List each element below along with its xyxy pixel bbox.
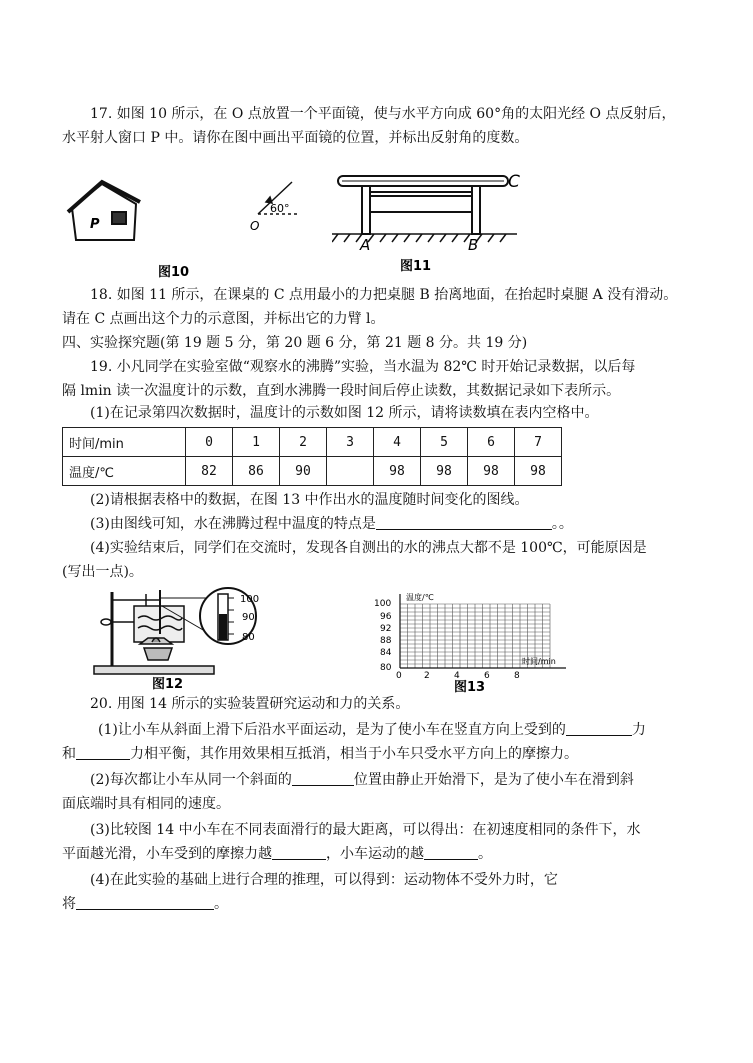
table-cell: 3: [327, 428, 374, 457]
graph-ylabel: 温度/℃: [406, 593, 434, 602]
q19-sub4-line2: (写出一点)。: [62, 564, 143, 580]
q19-sub3: [62, 512, 692, 536]
answer-blank[interactable]: [272, 845, 326, 860]
y-tick-label: 92: [380, 624, 392, 634]
y-tick-label: 80: [380, 663, 392, 673]
figure-13: [370, 590, 580, 694]
q20-s2b: 位置由静止开始滑下，是为了使小车在滑到斜: [353, 772, 634, 788]
q19-sub3-text: (3)由图线可知，水在沸腾过程中温度的特点是: [90, 516, 376, 532]
figure-10: [62, 170, 342, 282]
figure-11: [332, 166, 542, 280]
answer-blank[interactable]: [292, 771, 354, 786]
q19-sub3-end: 。。: [551, 516, 573, 532]
x-tick-label: 6: [484, 671, 490, 681]
q19-line2: 隔 lmin 读一次温度计的示数，直到水沸腾一段时间后停止读数，其数据记录如下表所示。: [62, 383, 621, 399]
x-tick-label: 2: [424, 671, 430, 681]
q20-s3c: ，小车运动的越: [326, 846, 424, 862]
q20-s4b: 将: [62, 896, 76, 912]
table-cell: 5: [421, 428, 468, 457]
answer-blank[interactable]: [76, 895, 214, 910]
q20-s3-line2: [62, 842, 692, 866]
x-tick-label: 4: [454, 671, 460, 681]
q18-line2: 请在 C 点画出这个力的示意图，并标出它的力臂 l。: [62, 311, 385, 327]
q20-s2-line2: 面底端时具有相同的速度。: [62, 796, 230, 812]
table-cell: 98: [515, 457, 562, 486]
q20-s1-line1: [62, 718, 692, 742]
table-cell-blank[interactable]: [327, 457, 374, 486]
q20-s2a: (2)每次都让小车从同一个斜面的: [90, 772, 292, 788]
q20-s1d: 力相平衡，其作用效果相互抵消，相当于小车只受水平方向上的摩擦力。: [130, 746, 578, 762]
table-cell: 6: [468, 428, 515, 457]
q20-s4-line2: [62, 892, 692, 916]
therm-label-100: 100: [240, 594, 260, 605]
therm-label-90: 90: [242, 612, 255, 623]
y-tick-label: 100: [374, 599, 392, 609]
label-b: B: [468, 236, 479, 254]
table-cell: 0: [186, 428, 233, 457]
section-4-heading: 四、实验探究题(第 19 题 5 分，第 20 题 6 分，第 21 题 8 分。共 19 分): [62, 335, 528, 351]
table-cell: 1: [233, 428, 280, 457]
table-cell: 2: [280, 428, 327, 457]
table-cell: 4: [374, 428, 421, 457]
table-cell: 90: [280, 457, 327, 486]
q19-sub1: (1)在记录第四次数据时，温度计的示数如图 12 所示，请将读数填在表内空格中。: [90, 405, 599, 421]
table-cell: 98: [468, 457, 515, 486]
q20-s1-line2: [62, 742, 692, 766]
table-cell: 98: [421, 457, 468, 486]
fig10-caption: 图10: [158, 265, 190, 280]
answer-blank[interactable]: [424, 845, 478, 860]
house-label-p: P: [90, 217, 100, 232]
x-tick-label: 8: [514, 671, 520, 681]
q17-line1: 17. 如图 10 所示，在 O 点放置一个平面镜，使与水平方向成 60°角的太阳光经 O 点反射后，: [90, 106, 676, 122]
figure-12: [90, 584, 280, 692]
data-table: [62, 427, 562, 486]
fig13-caption: 图13: [454, 680, 486, 694]
q19-sub4-line1: (4)实验结束后，同学们在交流时，发现各自测出的水的沸点大都不是 100℃，可能原因是: [90, 540, 647, 556]
table-cell: 82: [186, 457, 233, 486]
fig12-caption: 图12: [152, 677, 184, 692]
table-cell: 86: [233, 457, 280, 486]
angle-label: 60°: [270, 202, 290, 215]
table-row-time: [63, 428, 562, 457]
therm-label-80: 80: [242, 632, 255, 643]
q20-s3b: 平面越光滑，小车受到的摩擦力越: [62, 846, 272, 862]
q19-line1: 19. 小凡同学在实验室做“观察水的沸腾”实验，当水温为 82℃ 时开始记录数据，以后每: [90, 359, 636, 375]
q19-sub2: (2)请根据表格中的数据，在图 13 中作出水的温度随时间变化的图线。: [90, 492, 529, 508]
answer-blank[interactable]: [376, 515, 552, 530]
q20-s4c: 。: [214, 896, 228, 912]
table-header-temp: 温度/℃: [63, 457, 186, 486]
graph-xlabel: 时间/min: [522, 657, 556, 666]
q20-s3-line1: (3)比较图 14 中小车在不同表面滑行的最大距离，可以得出：在初速度相同的条件下，水: [90, 822, 641, 838]
q20-s1a: (1)让小车从斜面上滑下后沿水平面运动，是为了使小车在竖直方向上受到的: [98, 722, 566, 738]
label-c: C: [508, 172, 520, 192]
table-header-time: 时间/min: [63, 428, 186, 457]
answer-blank[interactable]: [566, 721, 632, 736]
x-tick-label: 0: [396, 671, 402, 681]
y-tick-label: 88: [380, 636, 392, 646]
table-row-temp: [63, 457, 562, 486]
q18-line1: 18. 如图 11 所示，在课桌的 C 点用最小的力把桌腿 B 抬离地面，在抬起时桌腿 A 没有滑动。: [90, 287, 678, 303]
y-tick-label: 84: [380, 648, 392, 658]
q20-line1: 20. 用图 14 所示的实验装置研究运动和力的关系。: [90, 696, 410, 712]
house-drawing: [68, 182, 140, 240]
fig11-caption: 图11: [400, 259, 432, 274]
q20-s1b: 力: [631, 722, 646, 738]
q20-s2-line1: [62, 768, 692, 792]
boiling-apparatus: [94, 590, 214, 674]
q20-s4-line1: (4)在此实验的基础上进行合理的推理，可以得到：运动物体不受外力时，它: [90, 872, 558, 888]
label-a: A: [360, 236, 371, 254]
table-cell: 98: [374, 457, 421, 486]
table-cell: 7: [515, 428, 562, 457]
y-tick-label: 96: [380, 612, 392, 622]
q20-s3d: 。: [478, 846, 492, 862]
desk-drawing: [338, 176, 508, 234]
answer-blank[interactable]: [76, 745, 130, 760]
q17-line2: 水平射人窗口 P 中。请你在图中画出平面镜的位置，并标出反射角的度数。: [62, 130, 529, 146]
q20-s1c: 和: [62, 746, 76, 762]
point-label-o: O: [250, 219, 260, 233]
